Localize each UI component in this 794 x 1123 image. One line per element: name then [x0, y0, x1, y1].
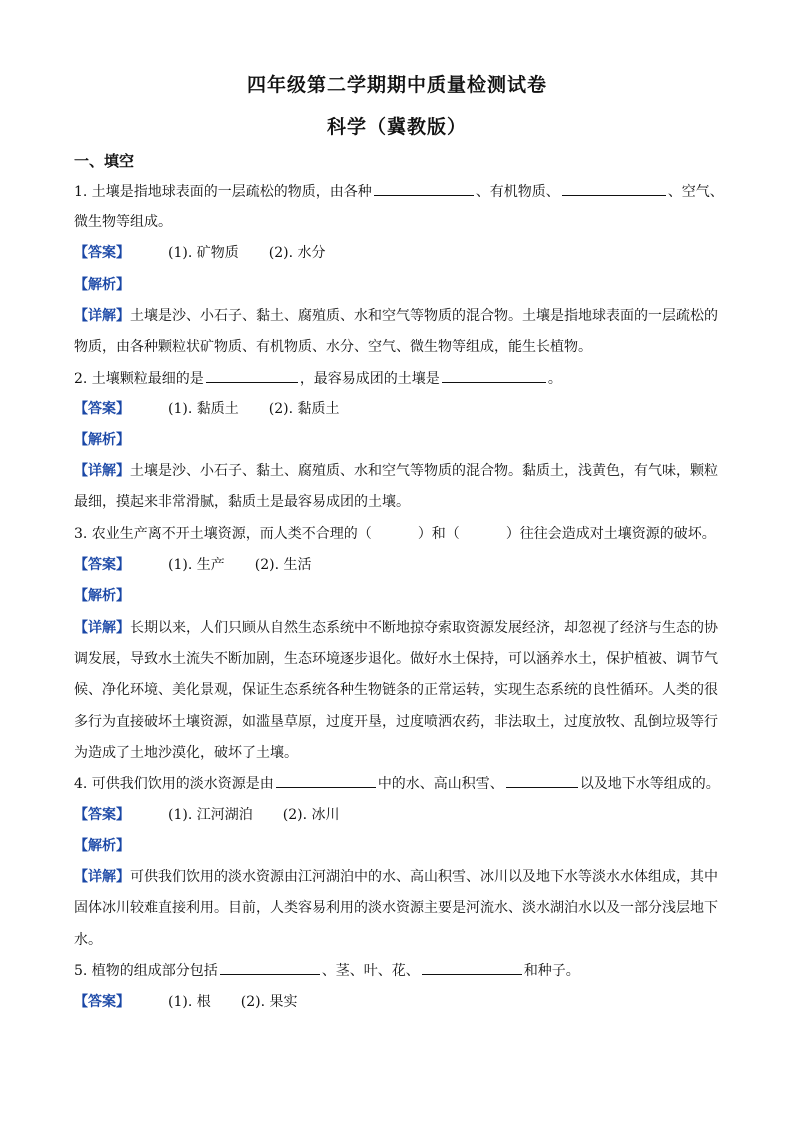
page-title: 四年级第二学期期中质量检测试卷: [246, 74, 547, 96]
question-1-analysis: 【解析】: [74, 277, 130, 293]
question-4-detail-1: 【详解】可供我们饮用的淡水资源由江河湖泊中的水、高山积雪、冰川以及地下水等淡水水体组成，其中: [74, 869, 718, 885]
question-2-analysis: 【解析】: [74, 432, 130, 448]
blank: [206, 368, 298, 383]
section-heading: 一、填空: [74, 152, 135, 170]
blank: [442, 368, 546, 383]
question-3-analysis: 【解析】: [74, 588, 130, 604]
question-3-detail-2: 调发展，导致水土流失不断加剧，生态环境逐步退化。做好水土保持，可以涵养水土，保护植被、调节气: [74, 651, 718, 667]
question-2-answer: 【答案】 (1). 黏质土 (2). 黏质土: [74, 401, 340, 417]
question-3-answer: 【答案】 (1). 生产 (2). 生活: [74, 557, 312, 573]
question-3-detail-4: 多行为直接破坏土壤资源，如滥垦草原，过度开垦，过度喷洒农药，非法取土，过度放牧、乱倒垃圾等行: [74, 714, 718, 730]
question-5-line-1: 5. 植物的组成部分包括 、茎、叶、花、 和种子。: [74, 960, 722, 982]
question-3-detail-5: 为造成了土地沙漠化，破坏了土壤。: [74, 745, 298, 761]
question-4-line-1: 4. 可供我们饮用的淡水资源是由 中的水、高山积雪、 以及地下水等组成的。: [74, 773, 722, 795]
blank: [422, 960, 522, 975]
question-1-detail-1: 【详解】土壤是沙、小石子、黏土、腐殖质、水和空气等物质的混合物。土壤是指地球表面的一层疏松的: [74, 308, 718, 324]
question-2-line-1: 2. 土壤颗粒最细的是 ，最容易成团的土壤是 。: [74, 368, 722, 390]
question-4-detail-2: 固体冰川较难直接利用。目前，人类容易利用的淡水资源主要是河流水、淡水湖泊水以及一部分浅层地下: [74, 900, 718, 916]
question-1-line-2: 微生物等组成。: [74, 214, 172, 230]
blank: [220, 960, 320, 975]
question-3-detail-1: 【详解】长期以来，人们只顾从自然生态系统中不断地掠夺索取资源发展经济，却忽视了经济与生态的协: [74, 620, 718, 636]
question-2-detail-1: 【详解】土壤是沙、小石子、黏土、腐殖质、水和空气等物质的混合物。黏质土，浅黄色，有气味，颗粒: [74, 463, 718, 479]
question-1-detail-2: 物质，由各种颗粒状矿物质、有机物质、水分、空气、微生物等组成，能生长植物。: [74, 339, 592, 355]
blank: [506, 773, 578, 788]
page-subtitle: 科学（冀教版）: [326, 116, 467, 138]
question-4-analysis: 【解析】: [74, 838, 130, 854]
question-1-line-1: 1. 土壤是指地球表面的一层疏松的物质，由各种 、有机物质、 、空气、: [74, 181, 722, 203]
question-2-detail-2: 最细，摸起来非常滑腻，黏质土是最容易成团的土壤。: [74, 494, 410, 510]
blank: [562, 181, 666, 196]
question-5-answer: 【答案】 (1). 根 (2). 果实: [74, 994, 298, 1010]
question-4-answer: 【答案】 (1). 江河湖泊 (2). 冰川: [74, 807, 340, 823]
question-1-answer: 【答案】 (1). 矿物质 (2). 水分: [74, 245, 326, 261]
question-3-line-1: 3. 农业生产离不开土壤资源，而人类不合理的（ ）和（ ）往往会造成对土壤资源的破坏。: [74, 526, 716, 542]
answer-label: 【答案】: [74, 245, 130, 261]
question-3-detail-3: 候、净化环境、美化景观，保证生态系统各种生物链条的正常运转，实现生态系统的良性循环。人类的很: [74, 682, 718, 698]
blank: [374, 181, 474, 196]
blank: [276, 773, 376, 788]
question-4-detail-3: 水。: [74, 932, 102, 948]
